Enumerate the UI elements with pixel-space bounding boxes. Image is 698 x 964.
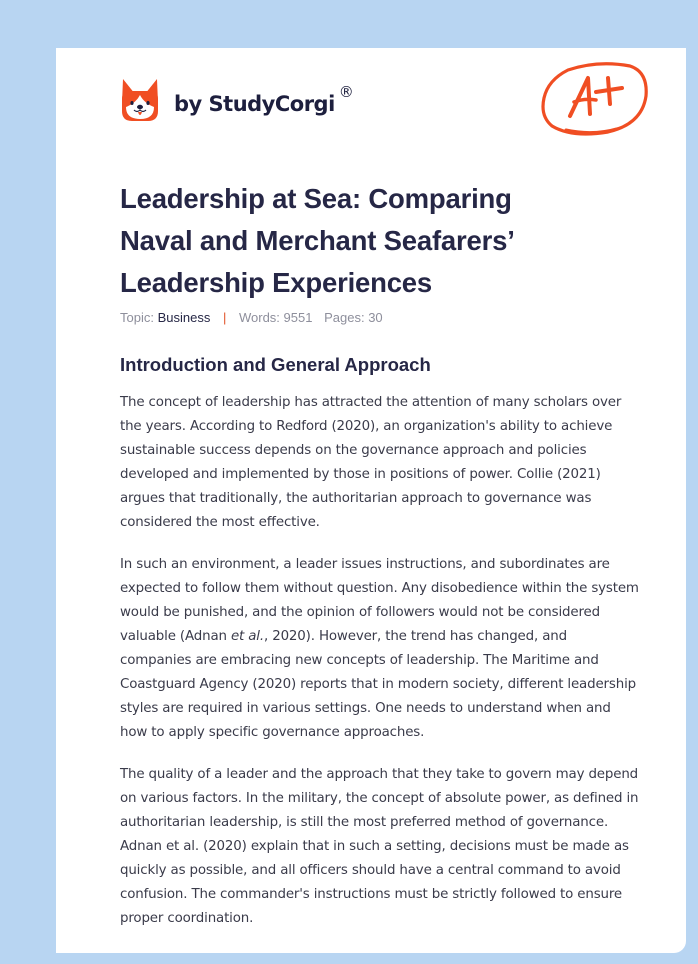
brand-header[interactable] <box>120 74 354 126</box>
pages-value: 30 <box>368 310 383 325</box>
paragraph-1: The concept of leadership has attracted the attention of many scholars over the years. According to Redford (2020), an organization's ability to achieve sustainable success depends on the governance approach and policies developed and implemented by those in positions of power. Collie (2021) argues that traditionally, the authoritarian approach to governance was considered the most effective. <box>120 395 622 530</box>
paragraph-2 <box>120 553 640 745</box>
paragraph-2-text-a: In such an environment, a leader issues instructions, and subordinates are expected to follow them without question. Any disobedience within the system would be punished, and the opinion of followers would not be considered valuable (Adnan <box>120 557 639 644</box>
document-card <box>56 48 686 953</box>
document-title: Leadership at Sea: Comparing Naval and Merchant Seafarers’ Leadership Experiences <box>120 183 514 298</box>
paragraph-3: The quality of a leader and the approach that they take to govern may depend on various factors. In the military, the concept of absolute power, as defined in authoritarian leadership, is still the most preferred method of governance. Adnan et al. (2020) explain that in such a setting, decisions must be made as quickly as possible, and all officers should have a central command to avoid confusion. The commander's instructions must be strictly followed to ensure proper coordination. <box>120 767 639 926</box>
section-heading: Introduction and General Approach <box>120 354 431 375</box>
topic-label: Topic: <box>120 310 154 325</box>
document-meta <box>120 310 383 325</box>
topic-link[interactable]: Business <box>157 310 211 325</box>
paragraph-2-text-b: , 2020). However, the trend has changed, and companies are embracing new concepts of leadership. The Maritime and Coastguard Agency (2020) reports that in modern society, different leadership styles are required in various settings. One needs to understand when and how to apply specific governance approaches. <box>120 629 636 740</box>
brand-name: by StudyCorgi <box>174 92 335 116</box>
pages-label: Pages: <box>324 310 365 325</box>
meta-separator: | <box>222 310 227 325</box>
corgi-head-icon <box>120 77 160 123</box>
words-value: 9551 <box>283 310 313 325</box>
a-plus-grade-icon <box>538 58 650 140</box>
words-label: Words: <box>238 310 280 325</box>
paragraph-2-italic: et al. <box>230 629 264 644</box>
registered-mark: ® <box>338 83 354 101</box>
